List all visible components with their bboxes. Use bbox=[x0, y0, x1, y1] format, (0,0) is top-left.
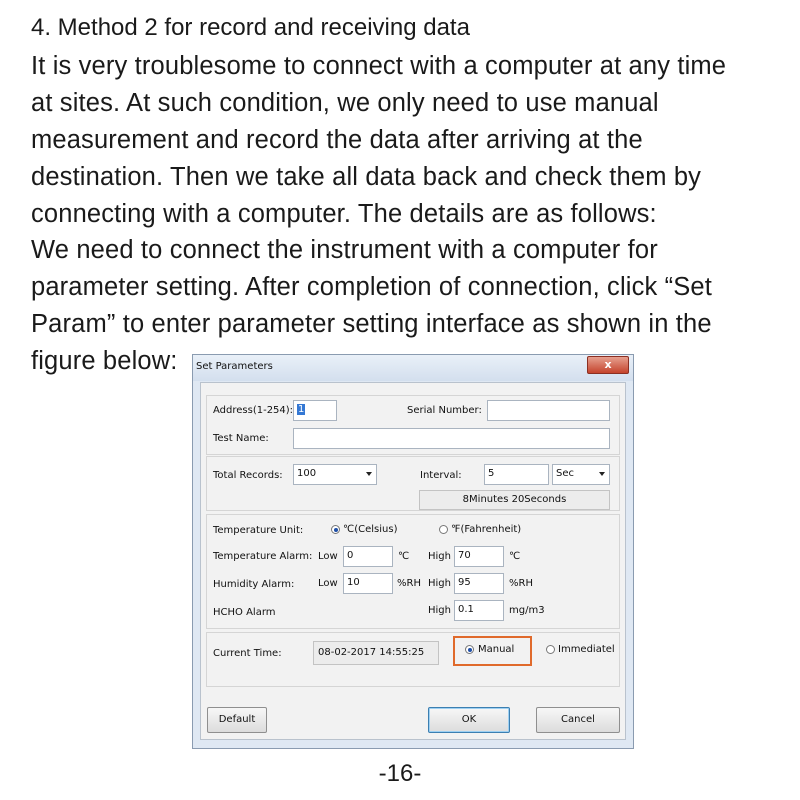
hcho-high-unit: mg/m3 bbox=[509, 605, 545, 616]
dialog-titlebar bbox=[193, 355, 633, 381]
serial-number-label: Serial Number: bbox=[407, 405, 482, 416]
total-records-label: Total Records: bbox=[213, 470, 283, 481]
test-name-input[interactable] bbox=[293, 428, 610, 449]
temperature-low-label: Low bbox=[318, 551, 338, 562]
fahrenheit-radio[interactable] bbox=[439, 525, 448, 534]
interval-label: Interval: bbox=[420, 470, 462, 481]
dialog-client-area bbox=[200, 382, 626, 740]
address-value: 1 bbox=[298, 404, 305, 415]
current-time-label: Current Time: bbox=[213, 648, 282, 659]
dialog-title: Set Parameters bbox=[196, 361, 273, 372]
chevron-down-icon bbox=[599, 472, 605, 476]
document-paragraph-line: parameter setting. After completion of connection, click “Set bbox=[31, 273, 712, 301]
temperature-unit-label: Temperature Unit: bbox=[213, 525, 304, 536]
temperature-low-unit: ℃ bbox=[398, 551, 410, 562]
humidity-high-label: High bbox=[428, 578, 451, 589]
test-name-label: Test Name: bbox=[213, 433, 269, 444]
page-number: -16- bbox=[378, 760, 422, 787]
document-paragraph-line: at sites. At such condition, we only need to use manual bbox=[31, 89, 659, 117]
address-label: Address(1-254): bbox=[213, 405, 294, 416]
set-parameters-dialog bbox=[192, 354, 634, 749]
temperature-alarm-label: Temperature Alarm: bbox=[213, 551, 313, 562]
humidity-low-unit: %RH bbox=[397, 578, 421, 589]
cancel-button[interactable]: Cancel bbox=[536, 707, 620, 733]
humidity-high-unit: %RH bbox=[509, 578, 533, 589]
temperature-high-unit: ℃ bbox=[509, 551, 521, 562]
interval-input[interactable]: 5 bbox=[484, 464, 549, 485]
document-paragraph-line: connecting with a computer. The details are as follows: bbox=[31, 200, 657, 228]
document-paragraph-line: figure below: bbox=[31, 347, 178, 375]
serial-number-input[interactable] bbox=[487, 400, 610, 421]
interval-unit-value: Sec bbox=[556, 468, 574, 479]
chevron-down-icon bbox=[366, 472, 372, 476]
document-paragraph-line: destination. Then we take all data back and check them by bbox=[31, 163, 702, 191]
fahrenheit-label[interactable]: ℉(Fahrenheit) bbox=[451, 524, 522, 535]
document-paragraph-line: Param” to enter parameter setting interface as shown in the bbox=[31, 310, 712, 338]
hcho-high-input[interactable]: 0.1 bbox=[454, 600, 504, 621]
temperature-low-input[interactable]: 0 bbox=[343, 546, 393, 567]
document-paragraph-line: measurement and record the data after arriving at the bbox=[31, 126, 643, 154]
ok-button[interactable]: OK bbox=[428, 707, 510, 733]
humidity-low-label: Low bbox=[318, 578, 338, 589]
humidity-alarm-label: Humidity Alarm: bbox=[213, 579, 295, 590]
document-heading: 4. Method 2 for record and receiving data bbox=[31, 14, 470, 41]
temperature-high-input[interactable]: 70 bbox=[454, 546, 504, 567]
document-paragraph-line: It is very troublesome to connect with a computer at any time bbox=[31, 52, 727, 80]
interval-unit-dropdown[interactable] bbox=[552, 464, 610, 485]
close-button[interactable]: x bbox=[587, 356, 629, 374]
default-button[interactable]: Default bbox=[207, 707, 267, 733]
address-input[interactable] bbox=[293, 400, 337, 421]
manual-radio[interactable] bbox=[465, 645, 474, 654]
total-records-value: 100 bbox=[297, 468, 317, 479]
manual-label[interactable]: Manual bbox=[478, 644, 515, 655]
total-records-dropdown[interactable] bbox=[293, 464, 377, 485]
duration-display: 8Minutes 20Seconds bbox=[419, 490, 610, 510]
celsius-label[interactable]: ℃(Celsius) bbox=[343, 524, 398, 535]
immediate-radio[interactable] bbox=[546, 645, 555, 654]
current-time-display: 08-02-2017 14:55:25 bbox=[313, 641, 439, 665]
immediate-label[interactable]: Immediatel bbox=[558, 644, 615, 655]
hcho-high-label: High bbox=[428, 605, 451, 616]
temperature-high-label: High bbox=[428, 551, 451, 562]
document-paragraph-line: We need to connect the instrument with a computer for bbox=[31, 236, 658, 264]
hcho-alarm-label: HCHO Alarm bbox=[213, 607, 276, 618]
humidity-high-input[interactable]: 95 bbox=[454, 573, 504, 594]
celsius-radio[interactable] bbox=[331, 525, 340, 534]
humidity-low-input[interactable]: 10 bbox=[343, 573, 393, 594]
